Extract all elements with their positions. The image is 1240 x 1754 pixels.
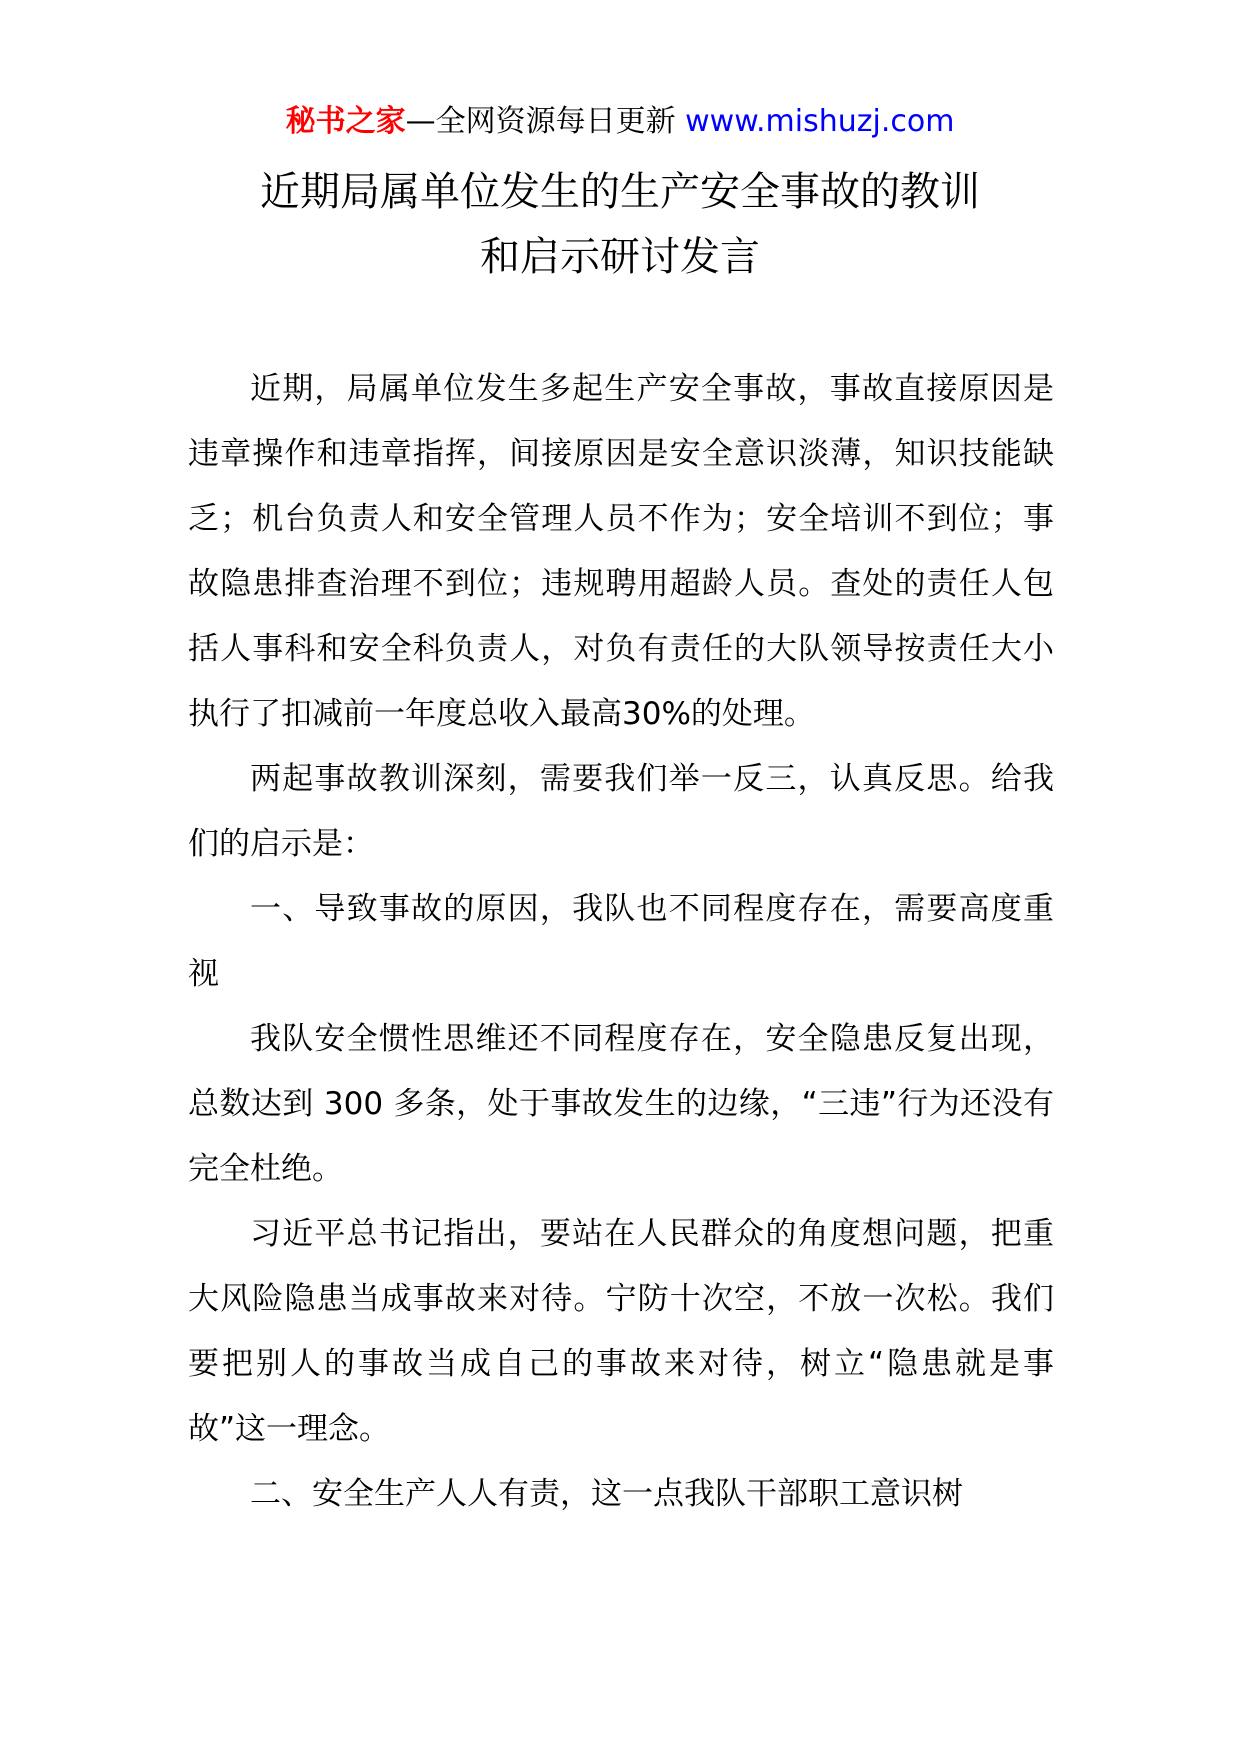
- header-tagline: 全网资源每日更新: [435, 104, 676, 139]
- brand-name: 秘书之家: [285, 104, 406, 139]
- paragraph-hazards: 我队安全惯性思维还不同程度存在，安全隐患反复出现，总数达到 300 多条，处于事故发生的边缘，“三违”行为还没有完全杜绝。: [188, 1021, 1054, 1187]
- paragraph-intro: 近期，局属单位发生多起生产安全事故，事故直接原因是违章操作和违章指挥，间接原因是安全意识淡薄，知识技能缺乏；机台负责人和安全管理人员不作为；安全培训不到位；事故隐患排查治理不到位；违规聘用超龄人员。查处的责任人包括人事科和安全科负责人，对负有责任的大队领导按责任大小执行了扣减前一年度总收入最高30%的处理。: [188, 371, 1054, 732]
- paragraph-lessons: 两起事故教训深刻，需要我们举一反三，认真反思。给我们的启示是：: [188, 761, 1054, 862]
- title-line-1: 近期局属单位发生的生产安全事故的教训: [260, 169, 980, 215]
- paragraph-quote: 习近平总书记指出，要站在人民群众的角度想问题，把重大风险隐患当成事故来对待。宁防十次空，不放一次松。我们要把别人的事故当成自己的事故来对待，树立“隐患就是事故”这一理念。: [188, 1216, 1054, 1447]
- section-heading-2: 二、安全生产人人有责，这一点我队干部职工意识树: [250, 1476, 963, 1512]
- header-separator: —: [405, 104, 436, 139]
- document-body: [188, 357, 1054, 1527]
- site-header: [0, 100, 1240, 144]
- section-heading-1: 一、导致事故的原因，我队也不同程度存在，需要高度重视: [188, 891, 1054, 992]
- title-line-2: 和启示研讨发言: [480, 234, 760, 280]
- site-url-link[interactable]: www.mishuzj.com: [685, 104, 955, 139]
- document-title: [150, 160, 1090, 290]
